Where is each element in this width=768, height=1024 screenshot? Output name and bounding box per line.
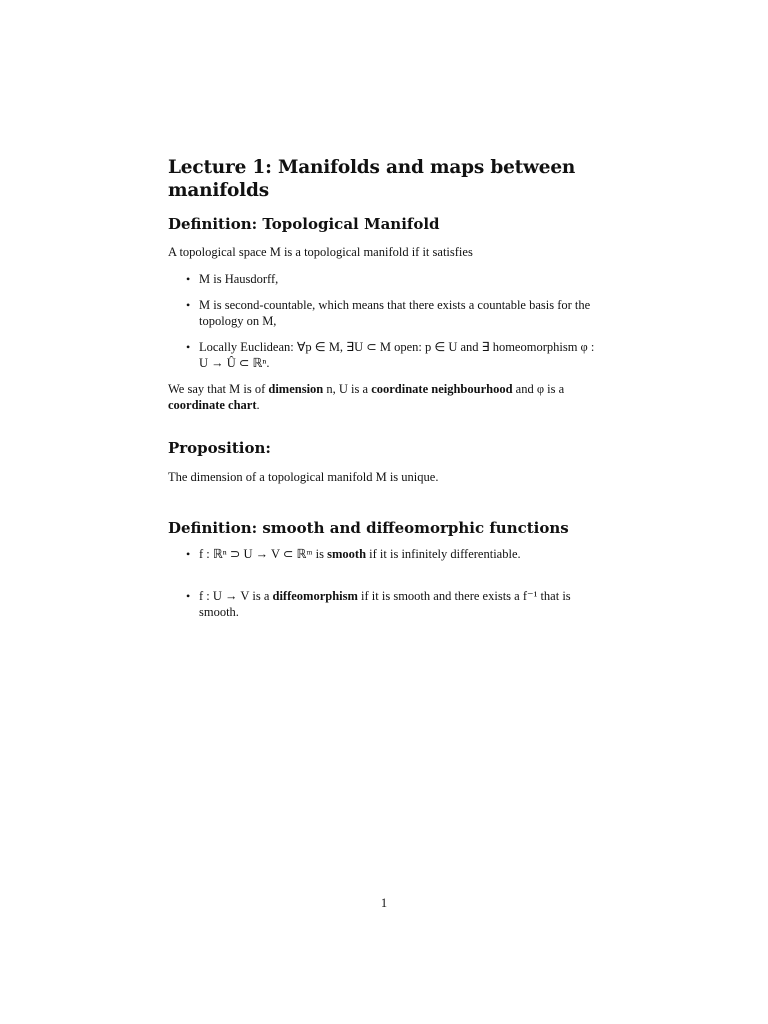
topological-manifold-conditions	[168, 271, 600, 371]
list-item	[168, 271, 600, 287]
term-coordinate-neighbourhood: coordinate neighbourhood	[371, 382, 513, 396]
smooth-definitions-list	[168, 546, 600, 620]
proposition-heading: Proposition:	[168, 439, 271, 457]
smooth-functions-heading: Definition: smooth and diffeomorphic functions	[168, 519, 569, 537]
list-item	[168, 588, 600, 620]
diffeo-text-post: if it is smooth and there exists a f⁻¹ that is smooth.	[199, 589, 571, 619]
bullet-icon: •	[186, 298, 191, 312]
bullet-icon: •	[186, 340, 191, 354]
bullet-icon: •	[186, 272, 191, 286]
term-dimension: dimension	[268, 382, 324, 396]
terms-text-3: and φ is a	[515, 382, 565, 396]
terms-text-1: We say that M is of	[168, 382, 266, 396]
lecture-title: Lecture 1: Manifolds and maps between manifolds	[168, 157, 576, 201]
bullet-icon: •	[186, 589, 191, 603]
page-content	[168, 156, 600, 620]
page-number: 1	[380, 896, 388, 910]
term-coordinate-chart: coordinate chart	[168, 398, 257, 412]
smooth-text-post: if it is infinitely differentiable.	[369, 547, 521, 561]
topological-manifold-intro: A topological space M is a topological manifold if it satisfies	[168, 245, 473, 259]
terms-text-4: .	[256, 398, 260, 412]
list-item	[168, 297, 600, 329]
condition-second-countable: M is second-countable, which means that there exists a countable basis for the topology on M,	[199, 298, 591, 328]
proposition-text: The dimension of a topological manifold M is unique.	[168, 470, 439, 484]
list-item	[168, 339, 600, 371]
term-diffeomorphism: diffeomorphism	[272, 589, 358, 603]
definition-terms-paragraph	[168, 381, 600, 413]
term-smooth: smooth	[327, 547, 367, 561]
topological-manifold-heading: Definition: Topological Manifold	[168, 215, 440, 233]
condition-locally-euclidean: Locally Euclidean: ∀p ∈ M, ∃U ⊂ M open: p ∈ U and ∃ homeomorphism φ : U → Û ⊂ ℝⁿ.	[199, 340, 595, 370]
terms-text-2: n, U is a	[326, 382, 369, 396]
smooth-text-pre: f : ℝⁿ ⊃ U → V ⊂ ℝᵐ is	[199, 547, 324, 561]
bullet-icon: •	[186, 547, 191, 561]
condition-hausdorff: M is Hausdorff,	[199, 272, 279, 286]
diffeo-text-pre: f : U → V is a	[199, 589, 270, 603]
list-item	[168, 546, 600, 562]
